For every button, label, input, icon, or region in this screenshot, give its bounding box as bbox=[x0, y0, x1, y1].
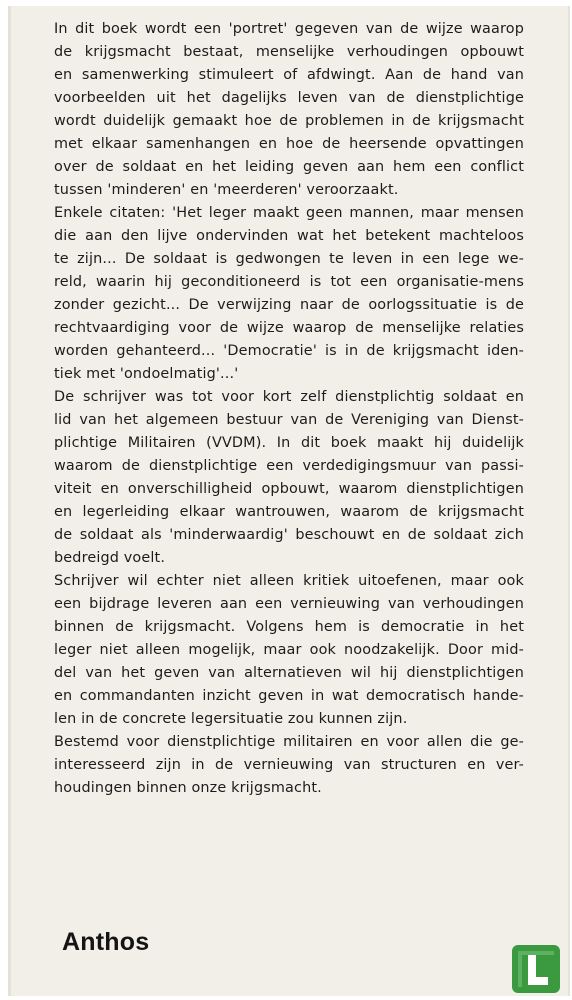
text-line: De schrijver was tot voor kort zelf dienstplichtig soldaat en bbox=[54, 389, 524, 405]
text-line: over de soldaat en het leiding geven aan hem een conflict bbox=[54, 159, 524, 175]
text-line: houdingen binnen onze krijgsmacht. bbox=[54, 780, 322, 796]
text-line: een bijdrage leveren aan een vernieuwing van verhoudingen bbox=[54, 596, 524, 612]
text-line: del van het geven van alternatieven wil hij dienstplichtigen bbox=[54, 665, 524, 681]
publisher-name: Anthos bbox=[62, 928, 150, 956]
text-line: waarom de dienstplichtige een verdedigingsmuur van passi- bbox=[54, 458, 524, 474]
text-line: de soldaat als 'minderwaardig' beschouwt en de soldaat zich bbox=[54, 527, 524, 543]
text-line: binnen de krijgsmacht. Volgens hem is democratie in het bbox=[54, 619, 524, 635]
blurb-paragraph bbox=[54, 18, 524, 202]
blurb-paragraph bbox=[54, 731, 524, 800]
text-line: met elkaar samenhangen en hoe de heersende opvattingen bbox=[54, 136, 524, 152]
text-line: de krijgsmacht bestaat, menselijke verhoudingen opbouwt bbox=[54, 44, 524, 60]
text-line: tussen 'minderen' en 'meerderen' veroorzaakt. bbox=[54, 182, 399, 198]
blurb-paragraph bbox=[54, 570, 524, 731]
text-line: plichtige Militairen (VVDM). In dit boek maakt hij duidelijk bbox=[54, 435, 524, 451]
back-cover-blurb bbox=[54, 18, 524, 800]
text-line: wordt duidelijk gemaakt hoe de problemen in de krijgsmacht bbox=[54, 113, 524, 129]
cover-edge bbox=[8, 6, 11, 996]
text-line: reld, waarin hij geconditioneerd is tot een organisatie-mens bbox=[54, 274, 524, 290]
text-line: worden gehanteerd... 'Democratie' is in de krijgsmacht iden- bbox=[54, 343, 524, 359]
blurb-paragraph bbox=[54, 386, 524, 570]
text-line: bedreigd voelt. bbox=[54, 550, 166, 566]
text-line: Enkele citaten: 'Het leger maakt geen mannen, maar mensen bbox=[54, 205, 524, 221]
text-line: en samenwerking stimuleert of afdwingt. Aan de hand van bbox=[54, 67, 524, 83]
watermark-logo-icon bbox=[512, 945, 560, 993]
text-line: rechtvaardiging voor de wijze waarop de menselijke relaties bbox=[54, 320, 524, 336]
text-line: leger niet alleen mogelijk, maar ook noodzakelijk. Door mid- bbox=[54, 642, 524, 658]
blurb-paragraph bbox=[54, 202, 524, 386]
text-line: Bestemd voor dienstplichtige militairen en voor allen die ge- bbox=[54, 734, 524, 750]
text-line: tiek met 'ondoelmatig'...' bbox=[54, 366, 239, 382]
text-line: viteit en onverschilligheid opbouwt, waarom dienstplichtigen bbox=[54, 481, 524, 497]
text-line: In dit boek wordt een 'portret' gegeven van de wijze waarop bbox=[54, 21, 524, 37]
text-line: die aan den lijve ondervinden wat het betekent machteloos bbox=[54, 228, 524, 244]
text-line: en commandanten inzicht geven in wat democratisch hande- bbox=[54, 688, 524, 704]
text-line: voorbeelden uit het dagelijks leven van de dienstplichtige bbox=[54, 90, 524, 106]
text-line: zonder gezicht... De verwijzing naar de oorlogssituatie is de bbox=[54, 297, 524, 313]
text-line: interesseerd zijn in de vernieuwing van structuren en ver- bbox=[54, 757, 524, 773]
text-line: Schrijver wil echter niet alleen kritiek uitoefenen, maar ook bbox=[54, 573, 524, 589]
text-line: len in de concrete legersituatie zou kunnen zijn. bbox=[54, 711, 408, 727]
text-line: lid van het algemeen bestuur van de Vereniging van Dienst- bbox=[54, 412, 524, 428]
text-line: en legerleiding elkaar wantrouwen, waarom de krijgsmacht bbox=[54, 504, 524, 520]
text-line: te zijn... De soldaat is gedwongen te leven in een lege we- bbox=[54, 251, 524, 267]
